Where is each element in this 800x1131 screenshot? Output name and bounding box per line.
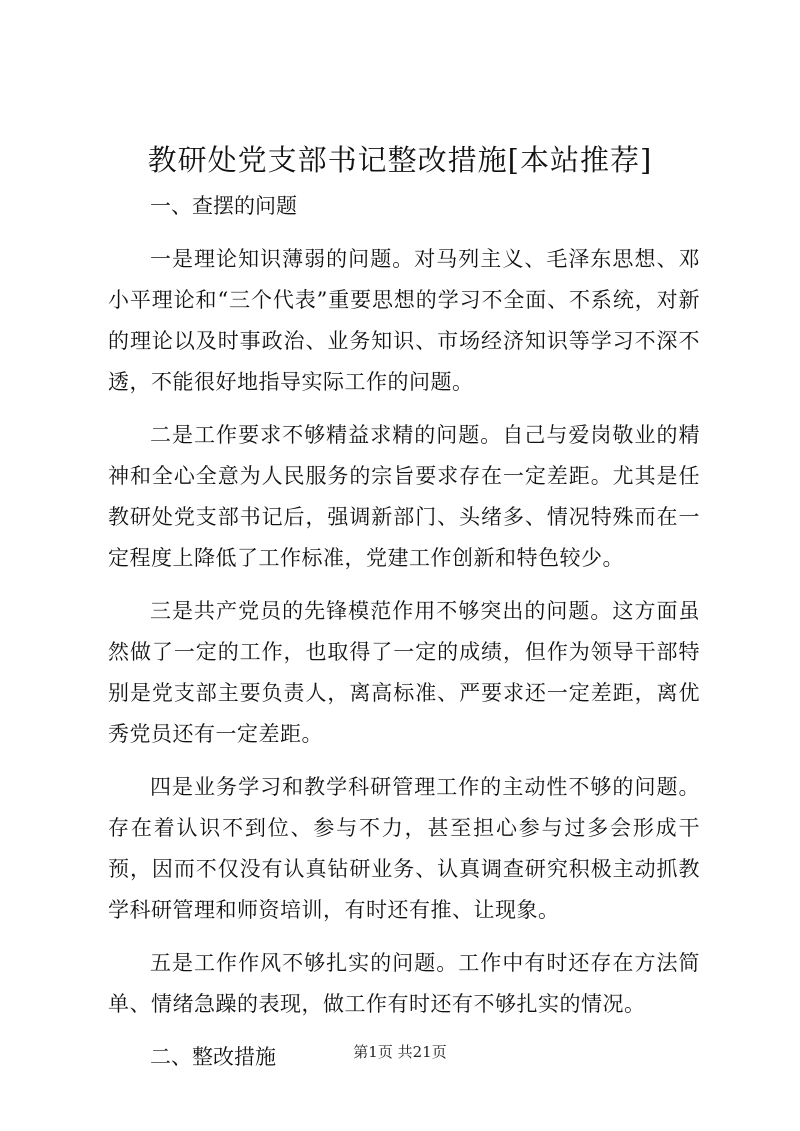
page-footer: 第1页 共21页	[353, 1043, 447, 1061]
paragraph-initiative: 四是业务学习和教学科研管理工作的主动性不够的问题。存在着认识不到位、参与不力，甚至担心参与过多会形成干预，因而不仅没有认真钻研业务、认真调查研究积极主动抓教学科研管理和师资培训，有时还有推、让现象。	[108, 775, 700, 922]
document-title: 教研处党支部书记整改措施[本站推荐]	[147, 143, 653, 177]
paragraph-work-style: 五是工作作风不够扎实的问题。工作中有时还存在方法简单、情绪急躁的表现，做工作有时还有不够扎实的情况。	[108, 951, 700, 1016]
section-heading-measures: 二、整改措施	[150, 1045, 276, 1069]
paragraph-vanguard-role: 三是共产党员的先锋模范作用不够突出的问题。这方面虽然做了一定的工作，也取得了一定的成绩，但作为领导干部特别是党支部主要负责人，离高标准、严要求还一定差距，离优秀党员还有一定差距。	[108, 599, 700, 746]
section-heading-problems: 一、查摆的问题	[150, 194, 297, 218]
paragraph-theory: 一是理论知识薄弱的问题。对马列主义、毛泽东思想、邓小平理论和“三个代表”重要思想的学习不全面、不系统，对新的理论以及时事政治、业务知识、市场经济知识等学习不深不透，不能很好地指导实际工作的问题。	[108, 247, 700, 394]
document-body	[108, 186, 700, 1090]
paragraph-work-requirements: 二是工作要求不够精益求精的问题。自己与爱岗敬业的精神和全心全意为人民服务的宗旨要求存在一定差距。尤其是任教研处党支部书记后，强调新部门、头绪多、情况特殊而在一定程度上降低了工作标准，党建工作创新和特色较少。	[108, 423, 700, 570]
